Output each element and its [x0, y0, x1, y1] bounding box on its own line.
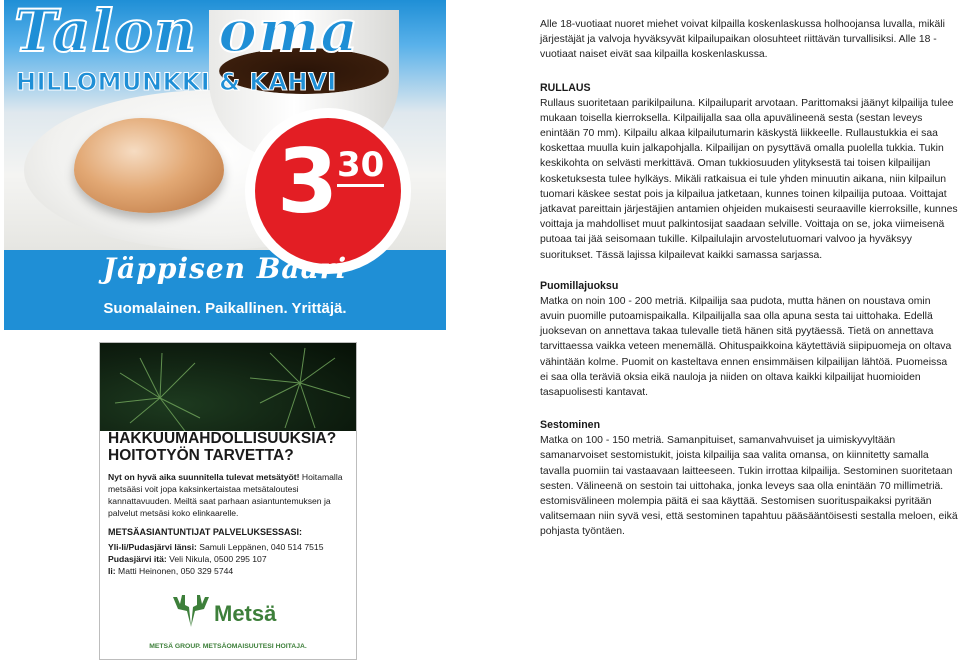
forestry-footer: METSÄ GROUP. METSÄOMAISUUTESI HOITAJA.	[149, 643, 307, 650]
brand-tagline: Suomalainen. Paikallinen. Yrittäjä.	[103, 300, 347, 317]
pine-needles-icon	[100, 343, 356, 431]
contact-person: Samuli Leppänen, 040 514 7515	[199, 542, 324, 552]
section-body: Matka on 100 - 150 metriä. Samanpituiset, samanvahvuiset ja uimiskyvyltään samanarvoiset sestomistukit, joista kilpailija saa valita omansa, on kiinnitetty samalla tavalla puomiin tai vastaavaan laitteeseen. Tukin irrottaa kilpailija. Sestominen suoritetaan sesten. Välineenä on sestoin tai uittohaka, jonka leveys saa olla enintään 70 millimetriä. estomisvälineen molempia päitä ei saa käyttää. Sestomisen suorituspaikaksi pyritään valitsemaan niin syvä vesi, että sestominen tapahtuu pääsääntöisesti sestalla meloen, eikä pohjasta työntäen.	[540, 435, 958, 538]
headline-line-1: HAKKUUMAHDOLLISUUKSIA?	[108, 430, 337, 447]
section-heading: RULLAUS	[540, 81, 591, 94]
moose-antler-icon	[170, 589, 212, 629]
ad-title: Talon oma	[14, 0, 359, 65]
contact-item	[108, 565, 323, 577]
contact-list	[108, 541, 323, 577]
section-body: Matka on noin 100 - 200 metriä. Kilpailija saa pudota, mutta hänen on noustava omin avuin puomille putoamispaikalla. Kilpailijalla saa olla apuna sesta tai uittohaka. Edellä juoksevan on annettava takaa tulevalle tietä hänen sitä pyytäessä. Tietä on annettava tarvittaessa vaikka veteen menemällä. Ohituspaikkoina käytettäviä siipipuomeja on oltava vähintään kolme. Puomit on kasteltava ennen ensimmäisen kilpailijan lähtöä. Puomeissa ei saa olla teräviä oksia eikä nauloja ja niiden on oltava kaikki kilpailijat huomioiden tasapuolisesti kantavat.	[540, 295, 952, 399]
headline-line-2: HOITOTYÖN TARVETTA?	[108, 447, 294, 464]
section-body: Rullaus suoritetaan parikilpailuna. Kilpailuparit arvotaan. Parittomaksi jäänyt kilpailija tulee mukaan toisella kierroksella. Kilpailijalla saa olla apuvälineenä sesta (sestan leveys enintään 70 mm). Kilpailu alkaa kilpailutumarin käskystä liikkeelle. Rullaustukkia ei saa koskettaa muulla kuin jalkapohjalla. Kilpailijan on pysyttävä omalla puolella tukkia. Tukin keskikohta on selvästi merkittävä. Oman tukkiosuuden ylityksestä tai toisen kilpailijan kosketuksesta tulee hylkäys. Mikäli ratkaisua ei tule yhden minuutin aikana, niin kilpailun tuomari käskee sestat pois ja kilpailua jatketaan, kunnes toinen kilpailija putoaa. Voittajat jatkavat pareittain järjestäjien antamien ohjeiden mukaisesti seuraaville kierroksille, kunnes voittaja ja mahdolliset muut palkintosijat saadaan selville. Voittaja on se, joka viimeisenä putoaa tai jää seisomaan tukille. Kilpailulajin arvostelutuomari valvoo ja hyväksyy suoritukset. Tässä lajissa kilpailevat kaikki samassa sarjassa.	[540, 97, 958, 261]
section-rullaus	[540, 81, 958, 263]
pine-branch-image	[100, 343, 356, 431]
article-intro: Alle 18-vuotiaat nuoret miehet voivat kilpailla koskenlaskussa holhoojansa luvalla, mikäli järjestäjät ja valvoja hyväksyvät kilpailupaikan olosuhteet riittävän turvallisiksi. Alle 18 -vuotiaat naiset eivät saa kilpailla koskenlaskussa.	[540, 19, 945, 61]
contact-item	[108, 553, 323, 565]
price-euros: 3	[277, 130, 339, 233]
experts-title: METSÄASIANTUNTIJAT PALVELUKSESSASI:	[108, 527, 303, 537]
forestry-headline	[108, 430, 352, 464]
brand-name: Jäppisen Baari	[102, 252, 348, 285]
ad-subtitle: HILLOMUNKKI & KAHVI	[16, 68, 337, 96]
price-badge	[249, 112, 407, 270]
contact-area: Pudasjärvi itä:	[108, 554, 167, 564]
lead-text: Hoitamalla metsääsi voit jopa kaksinkertaistaa metsätaloutesi kannattavuuden. Meiltä saat parhaan asiantuntemuksen ja palvelut metsäsi koko elinkaarelle.	[108, 472, 343, 518]
contact-area: Yli-Ii/Pudasjärvi länsi:	[108, 542, 197, 552]
section-sestominen	[540, 418, 958, 539]
forestry-lead	[108, 471, 348, 519]
section-heading: Sestominen	[540, 419, 601, 432]
section-puomillajuoksu	[540, 279, 958, 400]
article-column	[540, 17, 958, 540]
price-badge-fill	[255, 118, 401, 264]
contact-person: Matti Heinonen, 050 329 5744	[118, 566, 234, 576]
contact-person: Veli Nikula, 0500 295 107	[169, 554, 267, 564]
contact-area: Ii:	[108, 566, 116, 576]
forestry-advertisement	[100, 343, 356, 659]
metsa-logo	[170, 589, 290, 629]
section-heading: Puomillajuoksu	[540, 279, 619, 292]
logo-wordmark: Metsä	[214, 601, 277, 626]
lead-bold: Nyt on hyvä aika suunnitella tulevat metsätyöt!	[108, 472, 300, 482]
contact-item	[108, 541, 323, 553]
price-cents: 30	[337, 145, 385, 185]
coffee-advertisement	[4, 0, 446, 330]
